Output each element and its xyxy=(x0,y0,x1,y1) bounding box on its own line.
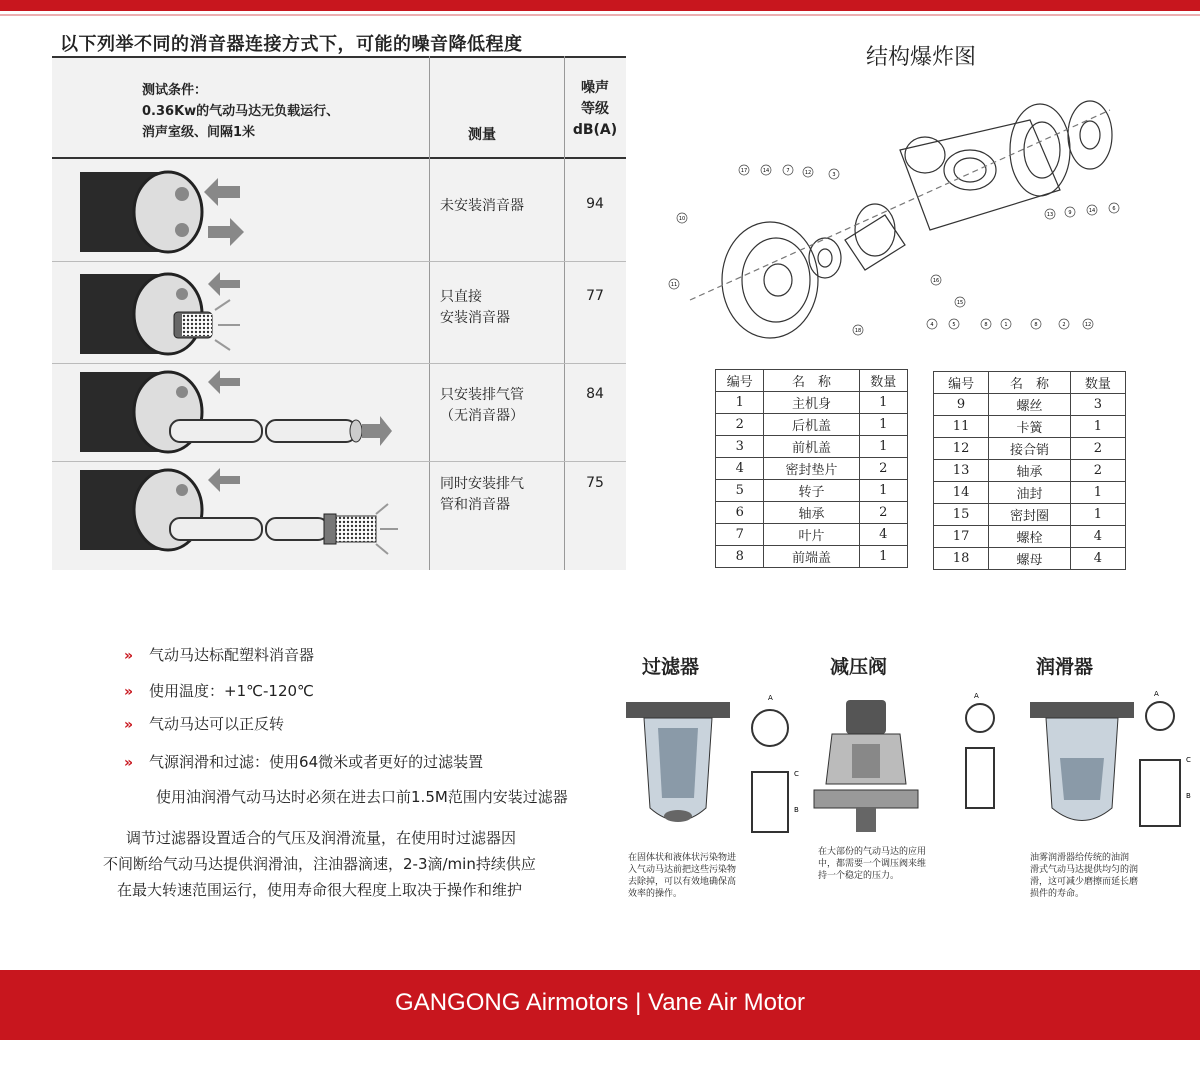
callout-label: 12 xyxy=(804,170,812,176)
db-column-header: 噪声 等级 dB(A) xyxy=(572,80,618,138)
part-qty-cell: 4 xyxy=(859,524,907,546)
part-number-cell: 15 xyxy=(934,504,989,526)
part-number-cell: 17 xyxy=(934,526,989,548)
bullet-continuation: 使用油润滑气动马达时必须在进去口前1.5M范围内安装过滤器 xyxy=(156,788,568,806)
bullet-chevron-icon: » xyxy=(124,684,134,700)
row-divider xyxy=(52,461,626,462)
top-accent-line xyxy=(0,14,1200,16)
direct-muffler-illustration xyxy=(70,266,270,361)
part-qty-cell: 4 xyxy=(1070,548,1125,570)
part-name-cell: 螺栓 xyxy=(989,526,1071,548)
part-number-cell: 11 xyxy=(934,416,989,438)
part-name-cell: 密封圈 xyxy=(989,504,1071,526)
row-divider xyxy=(52,363,626,364)
filter-note: 在固体状和液体状污染物进 入气动马达前把这些污染物 去除掉，可以有效地确保高 效率的操作。 xyxy=(628,853,737,899)
part-number-cell: 5 xyxy=(716,480,764,502)
callout-label: 5 xyxy=(952,322,956,328)
test-conditions: 测试条件： 0.36Kw的气动马达无负载运行、 消声室级、间隔1米 xyxy=(142,83,340,140)
dimension-letter: B xyxy=(794,806,799,814)
parts-row xyxy=(934,438,1126,460)
part-number-cell: 3 xyxy=(716,436,764,458)
regulator-note: 在大部份的气动马达的应用 中，都需要一个调压阀来维 持一个稳定的压力。 xyxy=(818,847,927,881)
dimension-letter: C xyxy=(794,770,799,778)
lubricator-drawing xyxy=(950,688,1195,848)
parts-row xyxy=(716,436,908,458)
part-number-cell: 13 xyxy=(934,460,989,482)
part-number-cell: 18 xyxy=(934,548,989,570)
part-qty-cell: 1 xyxy=(859,414,907,436)
noise-table xyxy=(52,56,626,570)
part-qty-cell: 1 xyxy=(1070,416,1125,438)
parts-row xyxy=(716,502,908,524)
part-name-cell: 后机盖 xyxy=(764,414,859,436)
measure-cell: 同时安装排气 管和消音器 xyxy=(440,476,524,513)
part-name-cell: 前机盖 xyxy=(764,436,859,458)
bullet-item: » 气动马达可以正反转 xyxy=(124,715,285,733)
callout-label: 15 xyxy=(956,300,964,306)
pipe-and-muffler-illustration xyxy=(70,464,420,564)
callout-label: 18 xyxy=(854,328,862,334)
part-qty-cell: 1 xyxy=(859,392,907,414)
bullet-item: » 气源润滑和过滤：使用64微米或者更好的过滤装置 xyxy=(124,753,484,771)
part-qty-cell: 2 xyxy=(1070,460,1125,482)
callout-label: 1 xyxy=(1004,322,1008,328)
callout-label: 14 xyxy=(762,168,770,174)
part-number-cell: 1 xyxy=(716,392,764,414)
part-name-cell: 卡簧 xyxy=(989,416,1071,438)
callout-label: 13 xyxy=(1046,212,1054,218)
part-number-cell: 4 xyxy=(716,458,764,480)
part-qty-cell: 2 xyxy=(859,458,907,480)
top-accent-bar xyxy=(0,0,1200,11)
parts-table-right: 编号 名 称 数量 9 螺丝 3 11 卡簧 1 12 接合销 2 13 轴承 2 14 油封 1 15 密封圈 1 17 螺栓 4 18 螺母 4 xyxy=(933,371,1126,570)
measure-cell: 未安装消音器 xyxy=(440,198,524,214)
part-qty-cell: 2 xyxy=(1070,438,1125,460)
bullet-chevron-icon: » xyxy=(124,648,134,664)
callout-label: 2 xyxy=(1062,322,1066,328)
callout-label: 8 xyxy=(984,322,988,328)
part-qty-cell: 2 xyxy=(859,502,907,524)
part-number-cell: 12 xyxy=(934,438,989,460)
footer-bar xyxy=(0,970,1200,1040)
dimension-letter: C xyxy=(1186,756,1191,764)
parts-row xyxy=(716,546,908,568)
no-muffler-illustration xyxy=(70,164,250,256)
noise-table-title: 以下列举不同的消音器连接方式下，可能的噪音降低程度 xyxy=(60,34,523,55)
exploded-view-title: 结构爆炸图 xyxy=(866,45,977,70)
parts-row xyxy=(716,458,908,480)
dimension-letter: A xyxy=(974,692,979,700)
dimension-letter: A xyxy=(1154,690,1159,698)
part-name-cell: 轴承 xyxy=(989,460,1071,482)
parts-row xyxy=(934,548,1126,570)
part-name-cell: 密封垫片 xyxy=(764,458,859,480)
parts-row xyxy=(716,392,908,414)
part-number-cell: 14 xyxy=(934,482,989,504)
callout-label: 4 xyxy=(930,322,934,328)
parts-row xyxy=(934,482,1126,504)
parts-row xyxy=(934,504,1126,526)
part-qty-cell: 1 xyxy=(1070,482,1125,504)
callout-label: 8 xyxy=(1034,322,1038,328)
paragraph-line: 不间断给气动马达提供润滑油，注油器滴速，2-3滴/min持续供应 xyxy=(103,855,536,873)
parts-row xyxy=(716,414,908,436)
parts-row xyxy=(934,526,1126,548)
regulator-drawing xyxy=(812,694,922,844)
part-name-cell: 主机身 xyxy=(764,392,859,414)
lubricator-note: 油雾润滑器给传统的油润 滑式气动马达提供均匀的润 滑，这可减少磨擦而延长磨 损件的寿命。 xyxy=(1030,853,1139,899)
callout-label: 16 xyxy=(932,278,940,284)
part-qty-cell: 4 xyxy=(1070,526,1125,548)
parts-row xyxy=(934,460,1126,482)
column-divider xyxy=(429,56,430,570)
part-name-cell: 轴承 xyxy=(764,502,859,524)
callout-label: 3 xyxy=(832,172,836,178)
measure-column-header: 测量 xyxy=(468,127,496,143)
measure-cell: 只直接 安装消音器 xyxy=(440,289,510,326)
regulator-title: 减压阀 xyxy=(830,656,888,678)
lubricator-title: 润滑器 xyxy=(1036,656,1094,678)
part-name-cell: 螺母 xyxy=(989,548,1071,570)
dimension-letter: A xyxy=(768,694,773,702)
parts-row xyxy=(716,480,908,502)
callout-label: 6 xyxy=(1112,206,1116,212)
callout-label: 10 xyxy=(678,216,686,222)
db-cell: 75 xyxy=(586,475,604,491)
bullet-item: » 使用温度：+1℃-120℃ xyxy=(124,682,314,700)
part-name-cell: 接合销 xyxy=(989,438,1071,460)
parts-row xyxy=(716,524,908,546)
db-cell: 77 xyxy=(586,288,604,304)
dimension-letter: B xyxy=(1186,792,1191,800)
part-number-cell: 9 xyxy=(934,394,989,416)
part-name-cell: 叶片 xyxy=(764,524,859,546)
callout-label: 17 xyxy=(740,168,748,174)
db-cell: 94 xyxy=(586,196,604,212)
footer-brand-text: GANGONG Airmotors | Vane Air Motor xyxy=(395,989,805,1016)
filter-drawing xyxy=(622,688,804,848)
filter-title: 过滤器 xyxy=(642,656,700,678)
part-name-cell: 螺丝 xyxy=(989,394,1071,416)
part-name-cell: 前端盖 xyxy=(764,546,859,568)
part-qty-cell: 1 xyxy=(859,480,907,502)
part-qty-cell: 1 xyxy=(859,436,907,458)
parts-row xyxy=(934,416,1126,438)
part-qty-cell: 3 xyxy=(1070,394,1125,416)
part-qty-cell: 1 xyxy=(1070,504,1125,526)
callout-label: 9 xyxy=(1068,210,1072,216)
paragraph-line: 调节过滤器设置适合的气压及润滑流量，在使用时过滤器因 xyxy=(126,829,517,847)
bullet-chevron-icon: » xyxy=(124,717,134,733)
callout-label: 7 xyxy=(786,168,790,174)
part-name-cell: 转子 xyxy=(764,480,859,502)
row-divider xyxy=(52,261,626,262)
parts-row xyxy=(934,394,1126,416)
part-name-cell: 油封 xyxy=(989,482,1071,504)
part-qty-cell: 1 xyxy=(859,546,907,568)
part-number-cell: 6 xyxy=(716,502,764,524)
part-number-cell: 2 xyxy=(716,414,764,436)
callout-label: 12 xyxy=(1084,322,1092,328)
bullet-chevron-icon: » xyxy=(124,755,134,771)
exhaust-pipe-illustration xyxy=(70,366,400,458)
part-number-cell: 7 xyxy=(716,524,764,546)
part-number-cell: 8 xyxy=(716,546,764,568)
measure-cell: 只安装排气管 （无消音器） xyxy=(440,387,524,424)
paragraph-line: 在最大转速范围运行，使用寿命很大程度上取决于操作和维护 xyxy=(117,881,523,899)
bullet-item: » 气动马达标配塑料消音器 xyxy=(124,646,315,664)
db-cell: 84 xyxy=(586,386,604,402)
parts-table-left: 编号 名 称 数量 1 主机身 1 2 后机盖 1 3 前机盖 1 4 密封垫片 2 5 转子 1 6 轴承 2 7 叶片 4 8 前端盖 1 xyxy=(715,369,908,568)
callout-label: 14 xyxy=(1088,208,1096,214)
exploded-view-drawing xyxy=(660,80,1120,345)
callout-label: 11 xyxy=(670,282,678,288)
